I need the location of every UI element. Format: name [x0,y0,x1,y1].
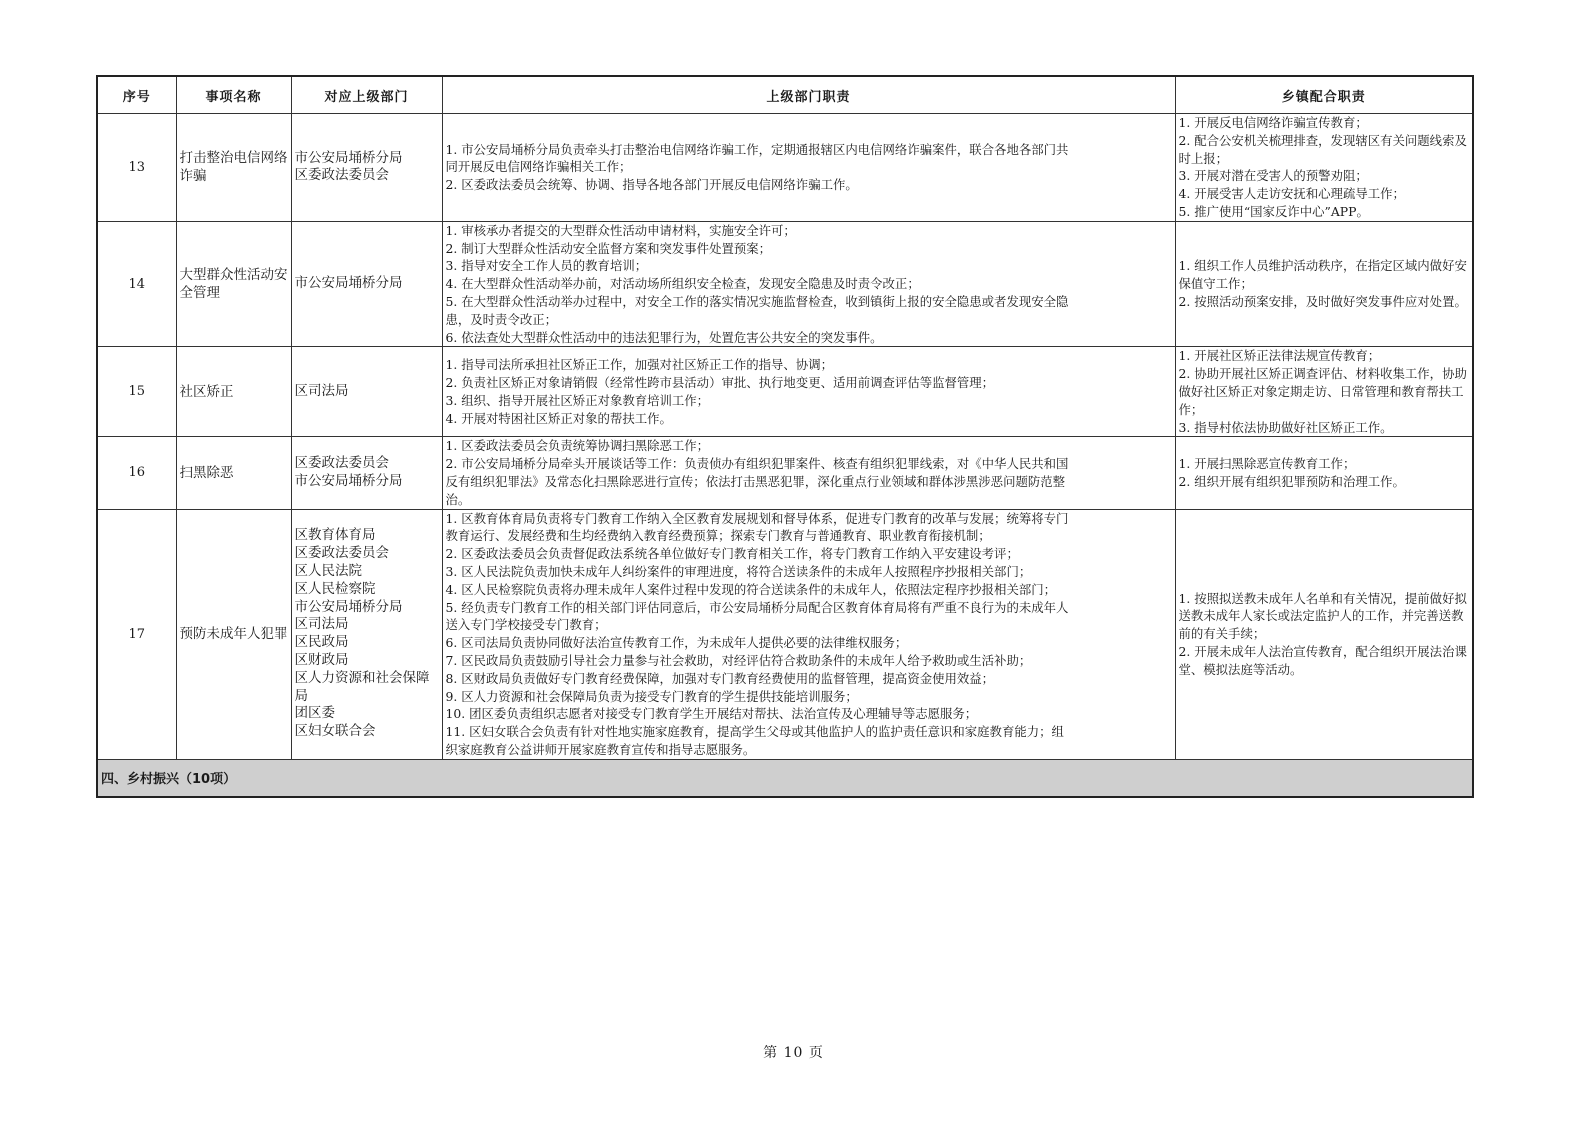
cell-line: 2. 配合公安机关梳理排查，发现辖区有关问题线索及时上报； [1178,132,1467,166]
cell-line: 区教育体育局 [294,527,376,544]
cell-line: 11. 区妇女联合会负责有针对性地实施家庭教育，提高学生父母或其他监护人的监护责任意识和家庭教育能力；组 [445,724,1064,740]
row-no: 15 [97,347,176,437]
cell-line: 2. 区委政法委员会统筹、协调、指导各地各部门开展反电信网络诈骗工作。 [445,177,858,193]
cell-line: 2. 按照活动预案安排，及时做好突发事件应对处置。 [1178,293,1467,309]
cell-line: 织家庭教育公益讲师开展家庭教育宣传和指导志愿服务。 [445,741,756,757]
cell-line: 区人力资源和社会保障局 [294,669,430,704]
cell-line: 2. 负责社区矫正对象请销假（经常性跨市县活动）审批、执行地变更、适用前调查评估等监督管理； [445,375,995,391]
cell-line: 3. 指导对安全工作人员的教育培训； [445,258,648,274]
cell-line: 1. 指导司法所承担社区矫正工作，加强对社区矫正工作的指导、协调； [445,357,833,373]
table-row [97,509,1473,759]
row-no: 13 [97,114,176,222]
row-no: 14 [97,221,176,347]
row-no: 17 [97,509,176,759]
cell-line: 1. 审核承办者提交的大型群众性活动申请材料，实施安全许可； [445,222,796,238]
cell-line: 3. 指导村依法协助做好社区矫正工作。 [1178,419,1393,435]
cell-line: 10. 团区委负责组织志愿者对接受专门教育学生开展结对帮扶、法治宣传及心理辅导等志愿服务； [445,706,978,722]
cell-line: 送入专门学校接受专门教育； [445,617,607,633]
cell-line: 区委政法委员会 [294,167,389,184]
cell-line: 5. 在大型群众性活动举办过程中，对安全工作的落实情况实施监督检查，收到镇街上报的安全隐患或者发现安全隐 [445,293,1069,309]
section-row [97,759,1473,797]
row-town-duties [1175,221,1473,347]
duty-table [96,75,1474,798]
row-depts [291,509,442,759]
table-row [97,437,1473,509]
row-duties [442,509,1175,759]
cell-line: 区财政局 [294,651,349,668]
cell-line: 5. 经负责专门教育工作的相关部门评估同意后，市公安局埇桥分局配合区教育体育局将有严重不良行为的未成年人 [445,599,1069,615]
row-depts [291,114,442,222]
row-town-duties [1175,509,1473,759]
row-item-name: 扫黑除恶 [176,437,291,509]
cell-line: 8. 区财政局负责做好专门教育经费保障，加强对专门教育经费使用的监督管理，提高资金使用效益； [445,670,995,686]
header-item-name: 事项名称 [176,76,291,114]
cell-line: 2. 区委政法委员会负责督促政法系统各单位做好专门教育相关工作，将专门教育工作纳入平安建设考评； [445,546,1019,562]
table-row [97,221,1473,347]
cell-line: 2. 协助开展社区矫正调查评估、材料收集工作，协助做好社区矫正对象定期走访、日常管理和教育帮扶工作； [1178,366,1467,417]
header-township-duty: 乡镇配合职责 [1175,76,1473,114]
cell-line: 反有组织犯罪法》及常态化扫黑除恶进行宣传；依法打击黑恶犯罪，深化重点行业领域和群体涉黑涉恶问题防范整 [445,473,1066,489]
cell-line: 3. 区人民法院负责加快未成年人纠纷案件的审理进度，将符合送读条件的未成年人按照程序抄报相关部门； [445,563,1032,579]
cell-line: 2. 市公安局埇桥分局牵头开展谈话等工作：负责侦办有组织犯罪案件、核查有组织犯罪线索，对《中华人民共和国 [445,456,1069,472]
cell-line: 2. 组织开展有组织犯罪预防和治理工作。 [1178,473,1405,489]
cell-line: 1. 市公安局埇桥分局负责牵头打击整治电信网络诈骗工作，定期通报辖区内电信网络诈骗案件，联合各地各部门共 [445,141,1069,157]
row-duties [442,114,1175,222]
cell-line: 1. 区委政法委员会负责统筹协调扫黑除恶工作； [445,438,710,454]
row-item-name: 打击整治电信网络诈骗 [176,114,291,222]
row-town-duties [1175,437,1473,509]
cell-line: 区民政局 [294,634,349,651]
cell-line: 团区委 [294,705,335,722]
cell-line: 2. 制订大型群众性活动安全监督方案和突发事件处置预案； [445,240,772,256]
row-item-name: 预防未成年人犯罪 [176,509,291,759]
cell-line: 5. 推广使用“国家反诈中心”APP。 [1178,203,1369,219]
cell-line: 1. 区教育体育局负责将专门教育工作纳入全区教育发展规划和督导体系，促进专门教育的改革与发展；统筹将专门 [445,510,1069,526]
row-item-name: 社区矫正 [176,347,291,437]
cell-line: 区司法局 [294,382,349,399]
row-duties [442,221,1175,347]
cell-line: 区妇女联合会 [294,723,376,740]
duty-table-sheet [96,75,1472,798]
cell-line: 区委政法委员会 [294,455,389,472]
cell-line: 区人民检察院 [294,580,376,597]
row-town-duties [1175,114,1473,222]
row-town-duties [1175,347,1473,437]
row-no: 16 [97,437,176,509]
row-duties [442,347,1175,437]
row-depts [291,437,442,509]
cell-line: 市公安局埇桥分局 [294,598,403,615]
table-header-row [97,76,1473,114]
cell-line: 3. 组织、指导开展社区矫正对象教育培训工作； [445,392,710,408]
header-superior-duty: 上级部门职责 [442,76,1175,114]
cell-line: 3. 开展对潜在受害人的预警劝阻； [1178,168,1368,184]
cell-line: 2. 开展未成年人法治宣传教育，配合组织开展法治课堂、模拟法庭等活动。 [1178,644,1467,677]
cell-line: 1. 按照拟送教未成年人名单和有关情况，提前做好拟送教未成年人家长或法定监护人的工作，并完善送教前的有关手续； [1178,590,1467,642]
cell-line: 同开展反电信网络诈骗相关工作； [445,159,632,175]
cell-line: 治。 [445,491,471,507]
cell-line: 1. 组织工作人员维护活动秩序，在指定区域内做好安保值守工作； [1178,258,1467,292]
cell-line: 4. 开展对特困社区矫正对象的帮扶工作。 [445,410,672,426]
section-heading: 四、乡村振兴（10项） [97,759,1473,797]
cell-line: 4. 在大型群众性活动举办前，对活动场所组织安全检查，发现安全隐患及时责令改正； [445,276,920,292]
header-superior-dept: 对应上级部门 [291,76,442,114]
cell-line: 6. 依法查处大型群众性活动中的违法犯罪行为，处置危害公共安全的突发事件。 [445,329,883,345]
row-duties [442,437,1175,509]
cell-line: 市公安局埇桥分局 [294,472,403,489]
cell-line: 1. 开展反电信网络诈骗宣传教育； [1178,115,1368,130]
cell-line: 1. 开展社区矫正法律法规宣传教育； [1178,348,1381,364]
cell-line: 患，及时责令改正； [445,311,558,327]
row-depts [291,347,442,437]
cell-line: 市公安局埇桥分局 [294,275,403,292]
cell-line: 区人民法院 [294,562,362,579]
cell-line: 市公安局埇桥分局 [294,149,403,166]
cell-line: 区司法局 [294,616,349,633]
cell-line: 1. 开展扫黑除恶宣传教育工作； [1178,456,1356,472]
cell-line: 区委政法委员会 [294,545,389,562]
row-item-name: 大型群众性活动安全管理 [176,221,291,347]
cell-line: 教育运行、发展经费和生均经费纳入教育经费预算；探索专门教育与普通教育、职业教育衔接机制； [445,528,991,544]
cell-line: 4. 开展受害人走访安抚和心理疏导工作； [1178,186,1405,202]
table-row [97,114,1473,222]
header-no: 序号 [97,76,176,114]
cell-line: 4. 区人民检察院负责将办理未成年人案件过程中发现的符合送读条件的未成年人，依照法定程序抄报相关部门； [445,581,1057,597]
cell-line: 6. 区司法局负责协同做好法治宣传教育工作，为未成年人提供必要的法律维权服务； [445,635,908,651]
cell-line: 9. 区人力资源和社会保障局负责为接受专门教育的学生提供技能培训服务； [445,688,858,704]
cell-line: 7. 区民政局负责鼓励引导社会力量参与社会救助，对经评估符合救助条件的未成年人给予救助或生活补助； [445,652,1032,668]
table-row [97,347,1473,437]
page-number: 第 10 页 [763,1045,824,1061]
row-depts [291,221,442,347]
